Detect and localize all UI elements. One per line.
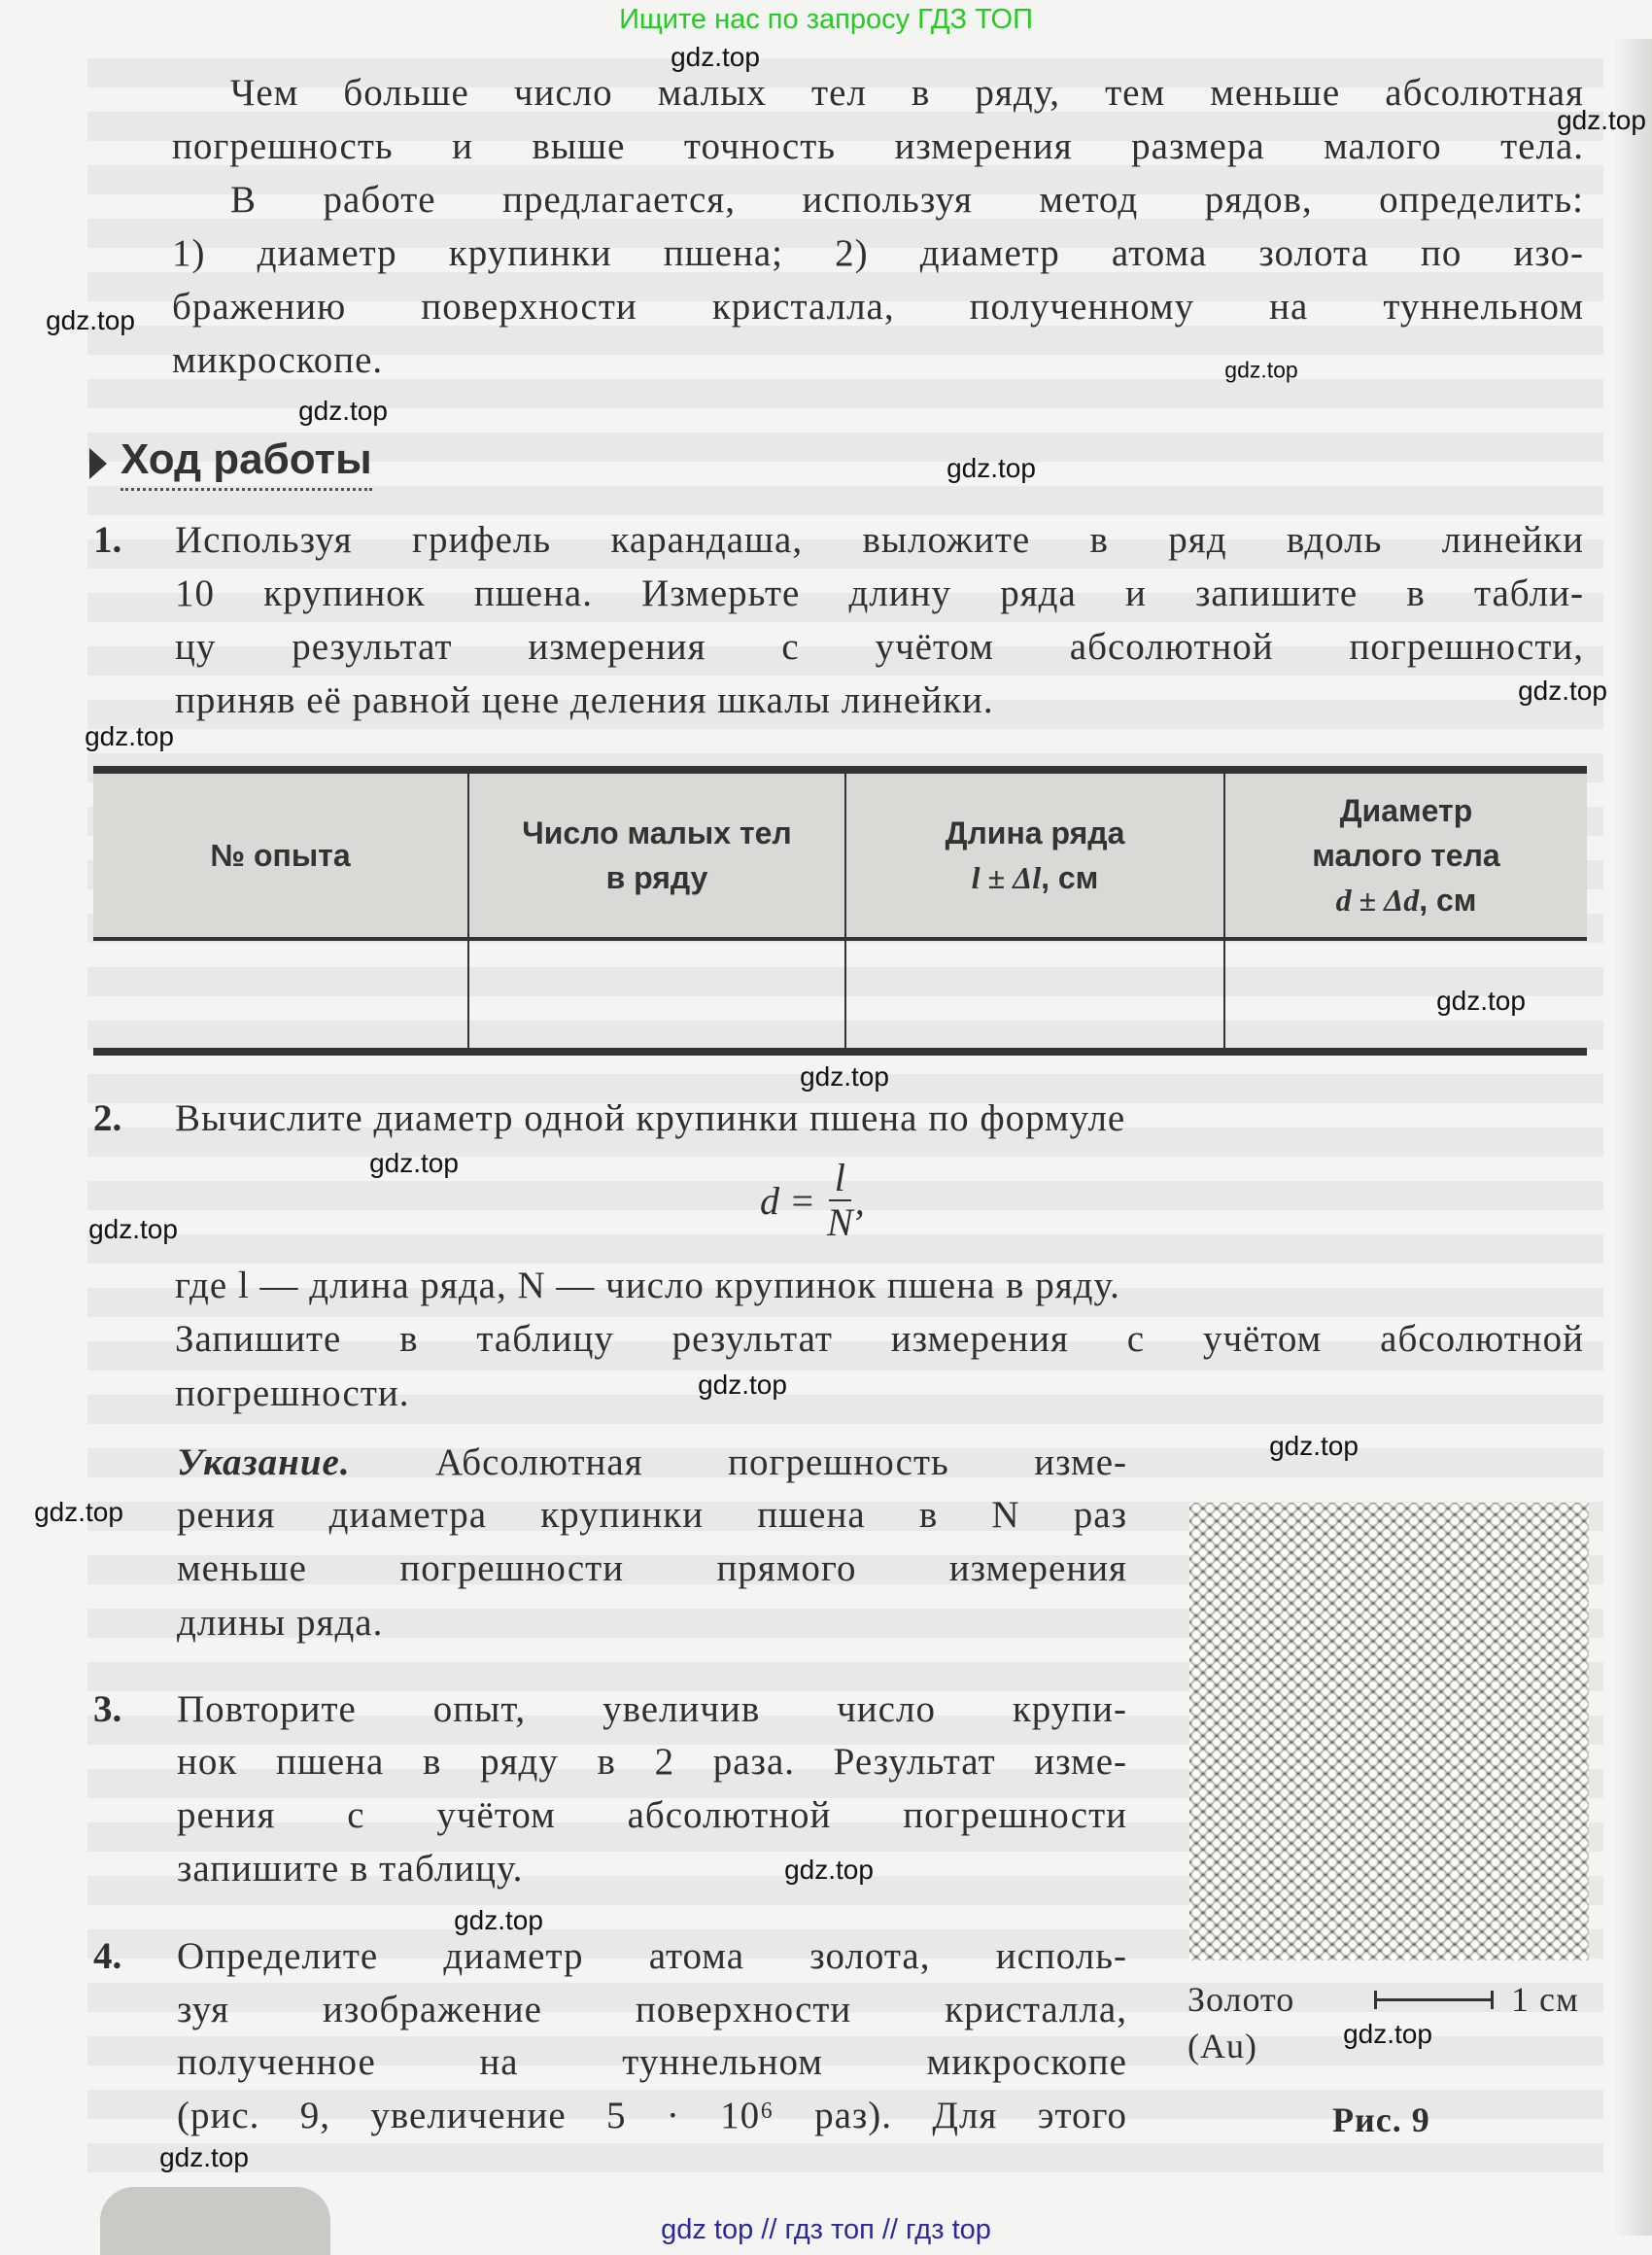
step2-line: Вычислите диаметр одной крупинки пшена по формуле [175,1097,1126,1139]
step1-line: цу результат измерения с учётом абсолютной погрешности, [175,626,1584,668]
watermark: gdz.top [1269,1431,1359,1461]
watermark: gdz.top [46,305,135,335]
formula-lhs: d = [760,1178,815,1223]
intro-line: бражению поверхности кристалла, полученному на туннельном [172,286,1584,328]
header-diameter: Диаметр малого тела d ± Δd, см [1224,770,1587,939]
step-number: 4. [93,1935,122,1977]
step2-line: погрешности. [175,1372,410,1414]
intro-line: микроскопе. [172,339,384,381]
table-cell[interactable] [93,939,468,1052]
figure-label-gold: Золото [1187,1980,1295,2019]
step1-line: приняв её равной цене деления шкалы линейки. [175,679,994,721]
hint-line: рения диаметра крупинки пшена в N раз [177,1494,1127,1536]
step-number: 1. [93,519,122,561]
figure-caption: Рис. 9 [1332,2100,1430,2139]
step1-line: 10 крупинок пшена. Измерьте длину ряда и запишите в табли- [175,572,1584,614]
intro-line: 1) диаметр крупинки пшена; 2) диаметр атома золота по изо- [172,232,1584,274]
watermark: gdz.top [1436,986,1526,1016]
gold-crystal-surface-image [1189,1503,1589,1960]
step4-line: полученное на туннельном микроскопе [177,2041,1127,2083]
step4-line: (рис. 9, увеличение 5 · 10⁶ раз). Для этого [177,2095,1127,2136]
step3-line: нок пшена в ряду в 2 раза. Результат изме- [177,1741,1127,1783]
watermark: gdz.top [1343,2019,1432,2049]
watermark: gdz.top [369,1148,459,1178]
watermark: gdz.top [298,396,388,426]
watermark: gdz.top [34,1497,123,1527]
header-row-length: Длина ряда l ± Δl, см [845,770,1224,939]
watermark: gdz.top [454,1905,543,1935]
results-table [93,766,1587,1056]
step-number: 3. [93,1688,122,1730]
intro-line: погрешность и выше точность измерения размера малого тела. [172,125,1584,167]
figure-label-au: (Au) [1187,2027,1257,2065]
step3-line: запишите в таблицу. [177,1848,524,1890]
table-row [93,939,1587,1052]
section-heading [89,435,372,491]
page-edge-shadow [1613,39,1652,2236]
table-cell[interactable] [845,939,1224,1052]
table-header-row [93,770,1587,939]
watermark: gdz.top [698,1370,787,1400]
bottom-links[interactable]: gdz top // гдз топ // гдз top [661,2214,991,2245]
watermark: gdz.top [85,721,174,751]
watermark: gdz.top [159,2142,249,2172]
step3-line: рения с учётом абсолютной погрешности [177,1794,1127,1836]
hint-line: меньше погрешности прямого измерения [177,1547,1127,1589]
fraction: $\frac{l}{N}$ [827,1156,853,1244]
header-experiment-number: № опыта [93,770,468,939]
section-heading-label: Ход работы [120,435,372,491]
step4-line: Определите диаметр атома золота, исполь- [177,1935,1127,1977]
intro-line: Чем больше число малых тел в ряду, тем меньше абсолютная [230,72,1584,114]
watermark: gdz.top [800,1061,889,1092]
step4-line: зуя изображение поверхности кристалла, [177,1989,1127,2030]
step2-line: где l — длина ряда, N — число крупинок пшена в ряду. [175,1265,1120,1306]
watermark: gdz.top [671,42,760,72]
top-banner[interactable]: Ищите нас по запросу ГДЗ ТОП [619,4,1033,35]
table-cell[interactable] [1224,939,1587,1052]
intro-line: В работе предлагается, используя метод рядов, определить: [230,179,1584,221]
hint-line: длины ряда. [177,1602,384,1644]
table-cell[interactable] [468,939,845,1052]
scale-label: 1 см [1511,1980,1579,2019]
step3-line: Повторите опыт, увеличив число крупи- [177,1688,1127,1730]
header-count: Число малых тел в ряду [468,770,845,939]
hint-line: Указание. Абсолютная погрешность изме- [177,1441,1127,1483]
watermark: gdz.top [1557,105,1646,135]
watermark: gdz.top [1518,676,1607,706]
step2-line: Запишите в таблицу результат измерения с учётом абсолютной [175,1318,1584,1360]
triangle-bullet-icon [89,448,107,479]
formula-d-equals-l-over-n: d = $\frac{l}{N}$ , [760,1156,865,1244]
watermark: gdz.top [1224,357,1298,383]
step1-line: Используя грифель карандаша, выложите в ряд вдоль линейки [175,519,1584,561]
watermark: gdz.top [784,1855,874,1885]
scale-bar [1374,1998,1494,2001]
watermark: gdz.top [88,1214,178,1244]
watermark: gdz.top [946,453,1036,483]
step-number: 2. [93,1097,122,1139]
